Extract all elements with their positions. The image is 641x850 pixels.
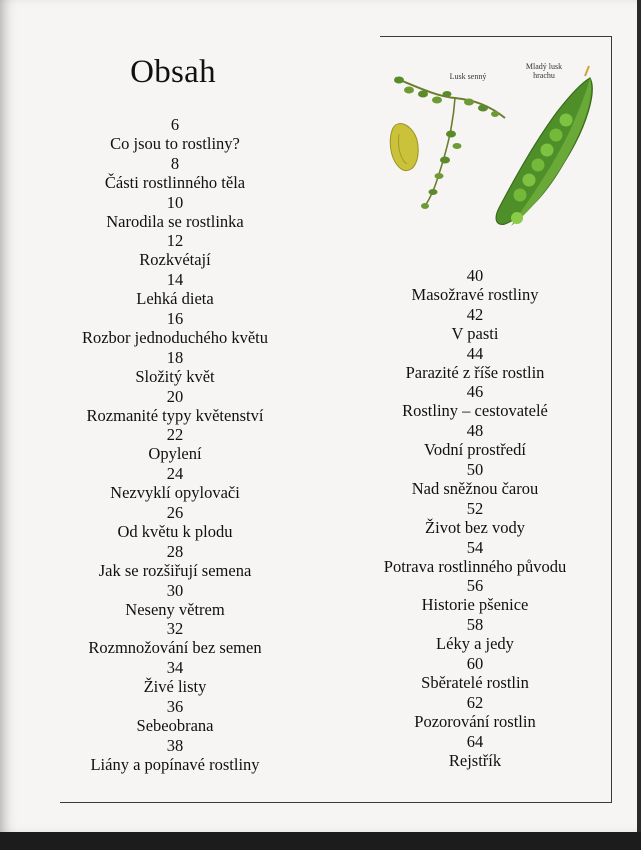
toc-page-number: 20 xyxy=(166,386,184,406)
toc-chapter-title: Od květu k plodu xyxy=(117,521,233,541)
toc-chapter-title: Živé listy xyxy=(143,677,207,697)
frame-line-bottom xyxy=(60,802,612,803)
toc-column-right xyxy=(355,267,595,771)
toc-page-number: 52 xyxy=(466,498,484,518)
toc-chapter-title: Liány a popínavé rostliny xyxy=(90,754,260,774)
pea-pod xyxy=(496,66,592,226)
toc-entry xyxy=(55,116,295,155)
toc-entry xyxy=(355,694,595,733)
toc-page-number: 64 xyxy=(466,731,484,751)
toc-page-number: 6 xyxy=(170,115,180,134)
toc-entry xyxy=(55,194,295,233)
toc-entry xyxy=(355,500,595,539)
toc-chapter-title: Rozkvétají xyxy=(139,250,211,270)
toc-chapter-title: Opylení xyxy=(148,444,202,464)
toc-page-number: 40 xyxy=(466,266,484,285)
toc-chapter-title: Rostliny – cestovatelé xyxy=(402,401,548,421)
toc-page-number: 28 xyxy=(166,541,184,561)
toc-entry xyxy=(55,388,295,427)
toc-page-number: 24 xyxy=(166,464,184,484)
toc-page-number: 22 xyxy=(166,425,184,445)
toc-entry xyxy=(355,577,595,616)
toc-chapter-title: Život bez vody xyxy=(425,517,525,537)
toc-page-number: 54 xyxy=(466,537,484,557)
toc-entry xyxy=(355,616,595,655)
toc-page-number: 30 xyxy=(166,580,184,600)
toc-chapter-title: Nezvyklí opylovači xyxy=(110,483,240,503)
toc-page-number: 16 xyxy=(166,308,184,328)
toc-chapter-title: Sebeobrana xyxy=(136,715,214,735)
toc-page-number: 48 xyxy=(466,421,484,441)
toc-entry xyxy=(355,422,595,461)
pea-pods-illustration xyxy=(385,56,605,246)
toc-chapter-title: Historie pšenice xyxy=(421,595,529,615)
toc-entry xyxy=(355,539,595,578)
toc-page-number: 56 xyxy=(466,576,484,596)
toc-page-number: 38 xyxy=(166,735,184,755)
toc-column-left xyxy=(55,116,295,776)
toc-page-number: 44 xyxy=(466,343,484,363)
toc-chapter-title: Rozmanité typy květenství xyxy=(86,405,264,425)
toc-entry xyxy=(55,426,295,465)
toc-chapter-title: Nad sněžnou čarou xyxy=(411,478,539,498)
toc-chapter-title: Rozmnožování bez semen xyxy=(88,638,262,658)
toc-entry xyxy=(55,349,295,388)
toc-entry xyxy=(55,582,295,621)
toc-entry xyxy=(55,737,295,776)
toc-chapter-title: Potrava rostlinného původu xyxy=(383,556,567,576)
toc-entry xyxy=(355,733,595,772)
toc-chapter-title: Složitý květ xyxy=(135,366,215,386)
toc-chapter-title: Rozbor jednoduchého květu xyxy=(81,327,269,347)
toc-chapter-title: Jak se rozšiřují semena xyxy=(98,560,252,580)
scan-edge xyxy=(0,832,641,850)
toc-entry xyxy=(55,659,295,698)
toc-entry xyxy=(355,345,595,384)
toc-entry xyxy=(55,504,295,543)
toc-chapter-title: V pasti xyxy=(451,323,499,343)
toc-entry xyxy=(55,155,295,194)
hay-pod-vine xyxy=(390,77,505,210)
toc-chapter-title: Co jsou to rostliny? xyxy=(110,134,240,153)
toc-chapter-title: Narodila se rostlinka xyxy=(106,211,244,231)
toc-chapter-title: Sběratelé rostlin xyxy=(421,672,529,692)
toc-entry xyxy=(355,383,595,422)
toc-page-number: 50 xyxy=(466,459,484,479)
toc-chapter-title: Pozorování rostlin xyxy=(414,711,536,731)
page-title: Obsah xyxy=(130,54,216,90)
caption-hay-pod: Lusk senný xyxy=(449,72,487,81)
toc-page-number: 26 xyxy=(166,502,184,522)
toc-chapter-title: Neseny větrem xyxy=(125,599,225,619)
toc-entry xyxy=(55,698,295,737)
toc-chapter-title: Vodní prostředí xyxy=(424,440,526,460)
toc-entry xyxy=(55,271,295,310)
toc-entry xyxy=(55,543,295,582)
toc-entry xyxy=(55,310,295,349)
toc-chapter-title: Parazité z říše rostlin xyxy=(405,362,545,382)
toc-chapter-title: Rejstřík xyxy=(448,750,502,770)
toc-entry xyxy=(55,232,295,271)
toc-page-number: 36 xyxy=(166,696,184,716)
frame-line-top xyxy=(380,36,612,37)
toc-page-number: 32 xyxy=(166,619,184,639)
toc-page-number: 12 xyxy=(166,231,184,251)
toc-chapter-title: Léky a jedy xyxy=(436,634,514,654)
toc-page-number: 8 xyxy=(170,153,180,173)
caption-young-pea-pod-line1: Mladý lusk xyxy=(525,62,563,71)
toc-page-number: 62 xyxy=(466,692,484,712)
toc-chapter-title: Lehká dieta xyxy=(136,289,214,309)
toc-page-number: 46 xyxy=(466,382,484,402)
toc-page-number: 42 xyxy=(466,304,484,324)
toc-page-number: 34 xyxy=(166,658,184,678)
toc-page-number: 58 xyxy=(466,615,484,635)
toc-entry xyxy=(355,655,595,694)
toc-page-number: 14 xyxy=(166,270,184,290)
toc-page-number: 60 xyxy=(466,653,484,673)
toc-page-number: 10 xyxy=(166,192,184,212)
toc-entry xyxy=(55,465,295,504)
frame-line-right xyxy=(611,36,612,803)
toc-chapter-title: Části rostlinného těla xyxy=(104,172,246,192)
toc-entry xyxy=(355,267,595,306)
toc-entry xyxy=(355,306,595,345)
toc-entry xyxy=(355,461,595,500)
toc-page-number: 18 xyxy=(166,347,184,367)
toc-entry xyxy=(55,620,295,659)
caption-young-pea-pod-line2: hrachu xyxy=(533,71,555,80)
caption-young-pea-pod xyxy=(516,62,572,80)
toc-chapter-title: Masožravé rostliny xyxy=(411,285,539,304)
